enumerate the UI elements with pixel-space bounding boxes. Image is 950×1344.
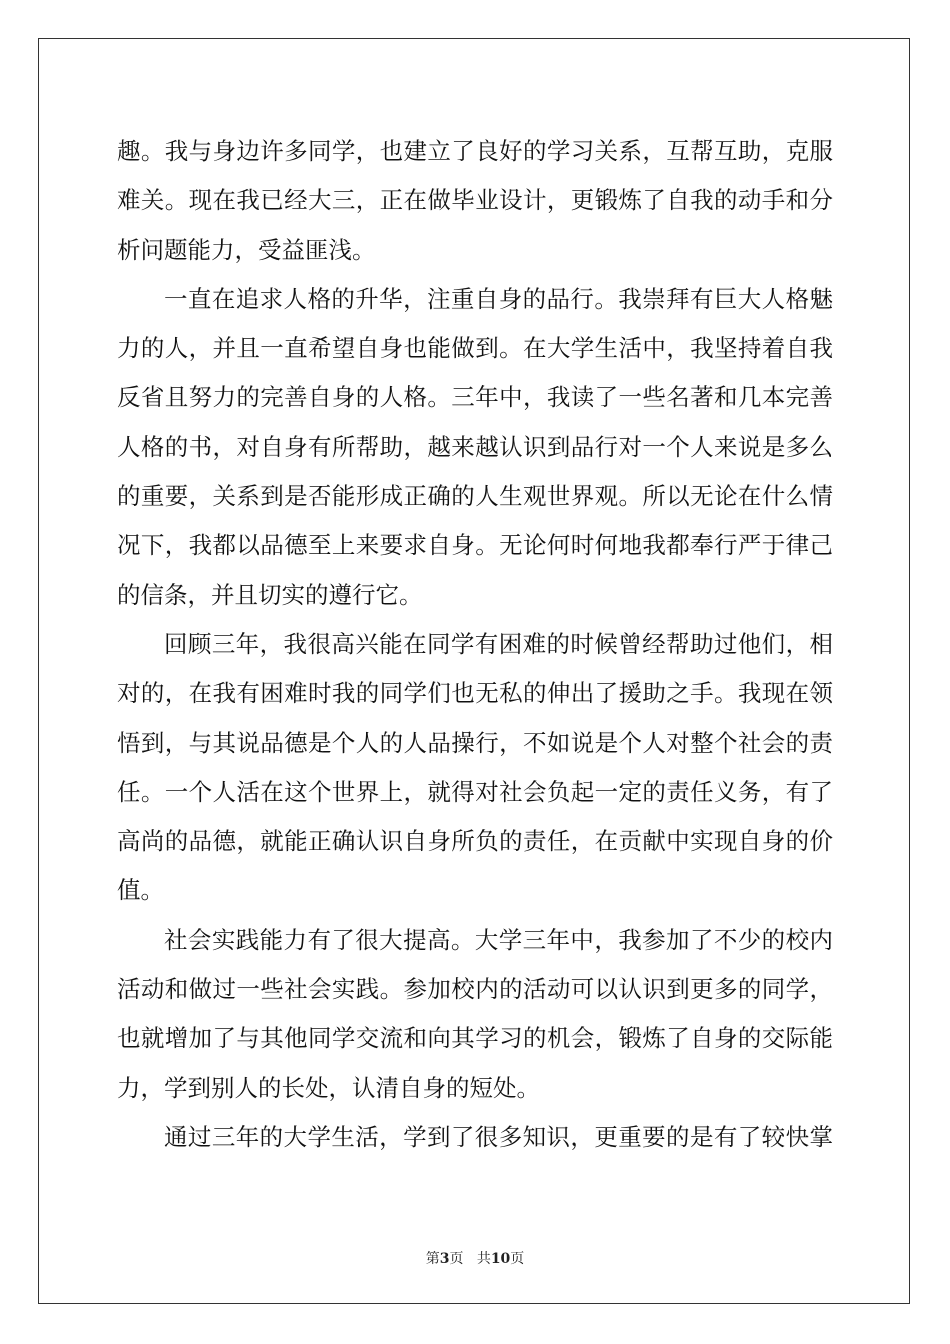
text-line: 人格的书，对自身有所帮助，越来越认识到品行对一个人来说是多么 [117,432,833,461]
text-line: 的信条，并且切实的遵行它。 [117,580,423,609]
text-line: 悟到，与其说品德是个人的人品操行，不如说是个人对整个社会的责 [117,728,833,757]
text-line: 对的，在我有困难时我的同学们也无私的伸出了援助之手。我现在领 [117,679,833,708]
page-suffix: 页 [449,1251,464,1267]
text-line: 力，学到别人的长处，认清自身的短处。 [117,1073,540,1102]
text-line: 反省且努力的完善自身的人格。三年中，我读了一些名著和几本完善 [117,383,833,412]
text-line: 难关。现在我已经大三，正在做毕业设计，更锻炼了自我的动手和分 [117,186,833,215]
document-body [117,127,833,1162]
text-line: 值。 [117,876,164,905]
text-line: 回顾三年，我很高兴能在同学有困难的时候曾经帮助过他们，相 [164,629,833,658]
text-line: 任。一个人活在这个世界上，就得对社会负起一定的责任义务，有了 [117,777,833,806]
text-line: 趣。我与身边许多同学，也建立了良好的学习关系，互帮互助，克服 [117,137,833,165]
text-line: 况下，我都以品德至上来要求自身。无论何时何地我都奉行严于律己 [117,531,833,560]
text-line: 高尚的品德，就能正确认识自身所负的责任，在贡献中实现自身的价 [117,827,833,856]
text-line: 活动和做过一些社会实践。参加校内的活动可以认识到更多的同学， [117,975,833,1004]
text-line: 一直在追求人格的升华，注重自身的品行。我崇拜有巨大人格魅 [164,284,833,313]
text-line: 的重要，关系到是否能形成正确的人生观世界观。所以无论在什么情 [117,482,833,511]
text-line: 也就增加了与其他同学交流和向其学习的机会，锻炼了自身的交际能 [117,1024,833,1053]
text-line: 社会实践能力有了很大提高。大学三年中，我参加了不少的校内 [164,925,833,954]
page-footer [0,1248,950,1268]
total-pages: 10 [490,1251,511,1267]
total-prefix: 共 [476,1251,491,1267]
total-suffix: 页 [510,1251,525,1267]
page-number: 3 [439,1251,450,1267]
text-line: 析问题能力，受益匪浅。 [117,235,376,264]
page-prefix: 第 [425,1251,440,1267]
text-line: 通过三年的大学生活，学到了很多知识，更重要的是有了较快掌 [164,1122,833,1151]
text-line: 力的人，并且一直希望自身也能做到。在大学生活中，我坚持着自我 [117,334,833,363]
